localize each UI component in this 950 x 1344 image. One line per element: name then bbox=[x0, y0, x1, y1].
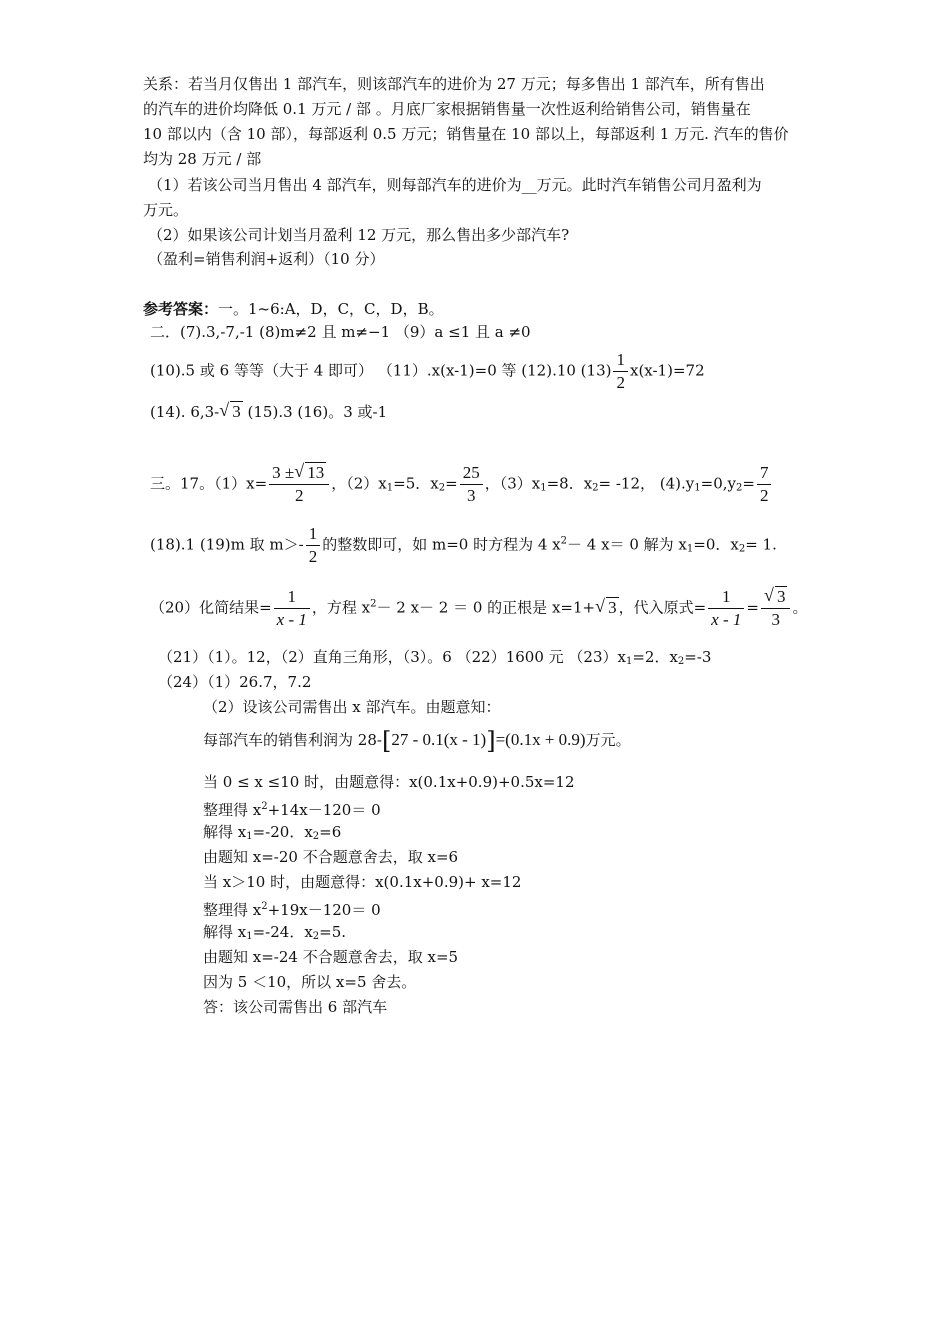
sqrt-3: √ 3 bbox=[219, 400, 241, 421]
answer-17-2-label: ，（2）x bbox=[331, 474, 387, 493]
answer-20-text: ，方程 x bbox=[311, 598, 371, 617]
superscript: 2 bbox=[261, 901, 268, 912]
unit-text: 万元。 bbox=[585, 731, 631, 749]
step-text: 解得 x bbox=[203, 923, 247, 941]
fraction-half bbox=[613, 349, 628, 394]
period: 。 bbox=[792, 598, 808, 617]
subscript: 1 bbox=[625, 656, 633, 667]
answer-15-16-text: (15).3 (16)。3 或-1 bbox=[242, 403, 388, 421]
fraction-denominator: 3 bbox=[771, 610, 780, 629]
sqrt-3: √ 3 bbox=[763, 585, 786, 606]
answers-heading-line bbox=[143, 297, 444, 321]
answer-line-20 bbox=[150, 586, 807, 631]
fraction-denominator: 2 bbox=[294, 486, 304, 505]
step-text: =5. bbox=[319, 923, 347, 941]
answer-14-text: (14). 6,3- bbox=[150, 403, 220, 421]
sqrt-radicand: 13 bbox=[307, 463, 325, 482]
answer-24-profit-line bbox=[203, 728, 631, 753]
fraction-denominator: 2 bbox=[616, 373, 625, 392]
fraction-numerator: 1 bbox=[708, 586, 744, 609]
answer-23-text-2: =-3 bbox=[684, 648, 712, 666]
step-text: +19x－120＝ 0 bbox=[267, 901, 381, 919]
fraction-numerator: 1 bbox=[274, 586, 310, 609]
step-text: 解得 x bbox=[203, 823, 247, 841]
solution-step-2 bbox=[203, 795, 381, 822]
answer-line-10-13 bbox=[150, 349, 705, 394]
solution-step-8: 由题知 x=-24 不合题意舍去，取 x=5 bbox=[203, 948, 459, 966]
subscript: 1 bbox=[694, 482, 701, 494]
sqrt-radicand: 3 bbox=[608, 597, 617, 617]
subscript: 2 bbox=[438, 482, 446, 494]
problem-line-1: 关系：若当月仅售出 1 部汽车，则该部汽车的进价为 27 万元；每多售出 1 部汽车，所有售出 bbox=[143, 75, 765, 93]
answer-10-13-text: (10).5 或 6 等等（大于 4 即可） （11）.x(x-1)=0 等 (12).10 (13) bbox=[150, 361, 612, 380]
subscript: 1 bbox=[686, 543, 694, 555]
fraction-numerator: 1 bbox=[306, 523, 321, 546]
fraction-7-2 bbox=[757, 462, 772, 507]
fraction-half bbox=[306, 523, 321, 568]
sqrt-3: √ 3 bbox=[595, 595, 617, 617]
answer-17-1-label: 三。17。（1）x= bbox=[150, 474, 268, 493]
profit-expression: =(0.1x + 0.9) bbox=[495, 730, 586, 749]
fraction-denominator: 2 bbox=[759, 486, 769, 505]
superscript: 2 bbox=[370, 598, 377, 610]
step-text: 整理得 x bbox=[203, 901, 262, 919]
solution-step-4: 由题知 x=-20 不合题意舍去，取 x=6 bbox=[203, 848, 459, 866]
answer-20-text-3: ，代入原式= bbox=[618, 598, 707, 617]
answer-21-23-text: （21）（1）。12，（2）直角三角形，（3）。6 （22）1600 元 （23）x bbox=[158, 648, 626, 666]
subscript: 2 bbox=[736, 482, 743, 494]
sqrt-radicand: 3 bbox=[776, 587, 786, 606]
problem-line-6: 万元。 bbox=[143, 201, 189, 219]
answer-17-2-text: =5．x bbox=[393, 474, 439, 493]
fraction-numerator bbox=[269, 462, 329, 485]
answer-18-19-text: (18).1 (19)m 取 m＞- bbox=[150, 535, 304, 554]
subscript: 1 bbox=[246, 831, 253, 842]
fraction-denominator: 2 bbox=[308, 547, 318, 566]
answer-line-18-19 bbox=[150, 523, 777, 568]
answer-19-text-2: － 4 x＝ 0 解为 x bbox=[567, 535, 687, 554]
bracket-expression: 27 - 0.1(x - 1) bbox=[391, 730, 487, 749]
solution-step-1: 当 0 ≤ x ≤10 时，由题意得：x(0.1x+0.9)+0.5x=12 bbox=[203, 773, 575, 791]
answer-19-text: 的整数即可，如 m=0 时方程为 4 x bbox=[322, 535, 561, 554]
equals: = bbox=[742, 474, 755, 493]
fraction-25-3 bbox=[460, 462, 483, 507]
subscript: 1 bbox=[386, 482, 394, 494]
problem-line-8: （盈利=销售利润+返利）（10 分） bbox=[148, 250, 385, 268]
fraction-denominator: x - 1 bbox=[276, 610, 307, 629]
left-bracket: [ bbox=[381, 727, 392, 755]
subscript: 2 bbox=[592, 482, 599, 494]
step-text: =-20．x bbox=[252, 823, 313, 841]
fraction-numerator bbox=[761, 586, 791, 609]
subscript: 2 bbox=[677, 656, 685, 667]
fraction-sqrt3-over-3 bbox=[761, 586, 791, 631]
fraction-numerator: 25 bbox=[460, 462, 483, 485]
answer-19-text-4: = 1. bbox=[745, 535, 777, 554]
answers-heading: 参考答案： bbox=[143, 300, 219, 318]
problem-line-5: （1）若该公司当月售出 4 部汽车，则每部汽车的进价为__万元。此时汽车销售公司月盈利为 bbox=[148, 176, 762, 194]
subscript: 2 bbox=[312, 931, 320, 942]
subscript: 2 bbox=[738, 543, 746, 555]
right-bracket: ] bbox=[486, 727, 496, 755]
answer-23-text: =2．x bbox=[632, 648, 678, 666]
step-text: =-24．x bbox=[252, 923, 313, 941]
problem-line-2: 的汽车的进价均降低 0.1 万元 / 部 。月底厂家根据销售量一次性返利给销售公司，销售量在 bbox=[143, 100, 751, 118]
equals: = bbox=[746, 598, 759, 617]
subscript: 1 bbox=[540, 482, 547, 494]
numerator-text: 3 ± bbox=[272, 463, 295, 482]
answer-20-text-2: － 2 x－ 2 ＝ 0 的正根是 x=1+ bbox=[376, 598, 596, 617]
section-1-answers: 一。1~6:A，D，C，C，D，B。 bbox=[218, 300, 444, 318]
fraction-denominator: 3 bbox=[466, 486, 476, 505]
step-text: 整理得 x bbox=[203, 801, 262, 819]
section-2-line-1: 二．(7).3,-7,-1 (8)m≠2 且 m≠−1 （9）a ≤1 且 a ≠0 bbox=[150, 323, 531, 341]
subscript: 1 bbox=[246, 931, 253, 942]
solution-final-answer: 答：该公司需售出 6 部汽车 bbox=[203, 998, 388, 1016]
fraction-numerator: 1 bbox=[613, 349, 628, 372]
problem-line-4: 均为 28 万元 / 部 bbox=[143, 150, 262, 168]
problem-line-3: 10 部以内（含 10 部），每部返利 0.5 万元；销售量在 10 部以上，每部返利 1 万元. 汽车的售价 bbox=[143, 125, 789, 143]
sqrt-radicand: 3 bbox=[232, 402, 241, 421]
equals: = bbox=[445, 474, 458, 493]
superscript: 2 bbox=[560, 535, 568, 547]
subscript: 2 bbox=[312, 831, 320, 842]
fraction-numerator: 7 bbox=[757, 462, 772, 485]
answer-19-text-3: =0．x bbox=[693, 535, 739, 554]
solution-step-5: 当 x＞10 时，由题意得：x(0.1x+0.9)+ x=12 bbox=[203, 873, 522, 891]
answer-17-4-label: = -12， (4).y bbox=[598, 474, 695, 493]
answer-20-label: （20）化简结果= bbox=[150, 598, 272, 617]
answer-line-14-16 bbox=[150, 400, 387, 424]
answer-line-17 bbox=[150, 462, 773, 507]
solution-step-6 bbox=[203, 895, 381, 922]
step-text: +14x－120＝ 0 bbox=[267, 801, 381, 819]
answer-17-3-label: ，（3）x bbox=[484, 474, 541, 493]
step-text: =6 bbox=[319, 823, 342, 841]
solution-step-9: 因为 5 ＜10，所以 x=5 舍去。 bbox=[203, 973, 417, 991]
answer-17-3-text: =8．x bbox=[546, 474, 593, 493]
problem-line-7: （2）如果该公司计划当月盈利 12 万元，那么售出多少部汽车? bbox=[148, 226, 570, 244]
sqrt-13: √ 13 bbox=[294, 461, 325, 482]
fraction-1-over-x-1 bbox=[274, 586, 310, 631]
profit-text: 每部汽车的销售利润为 28- bbox=[203, 731, 382, 749]
answer-24-1: （24）（1）26.7，7.2 bbox=[158, 673, 312, 691]
superscript: 2 bbox=[261, 801, 268, 812]
answer-13-equation: x(x-1)=72 bbox=[629, 361, 705, 380]
answer-17-4-text: =0,y bbox=[700, 474, 737, 493]
answer-24-2-intro: （2）设该公司需售出 x 部汽车。由题意知： bbox=[203, 698, 501, 716]
fraction-17-1 bbox=[269, 462, 329, 507]
fraction-denominator: x - 1 bbox=[711, 610, 742, 629]
fraction-1-over-x-1 bbox=[708, 586, 744, 631]
